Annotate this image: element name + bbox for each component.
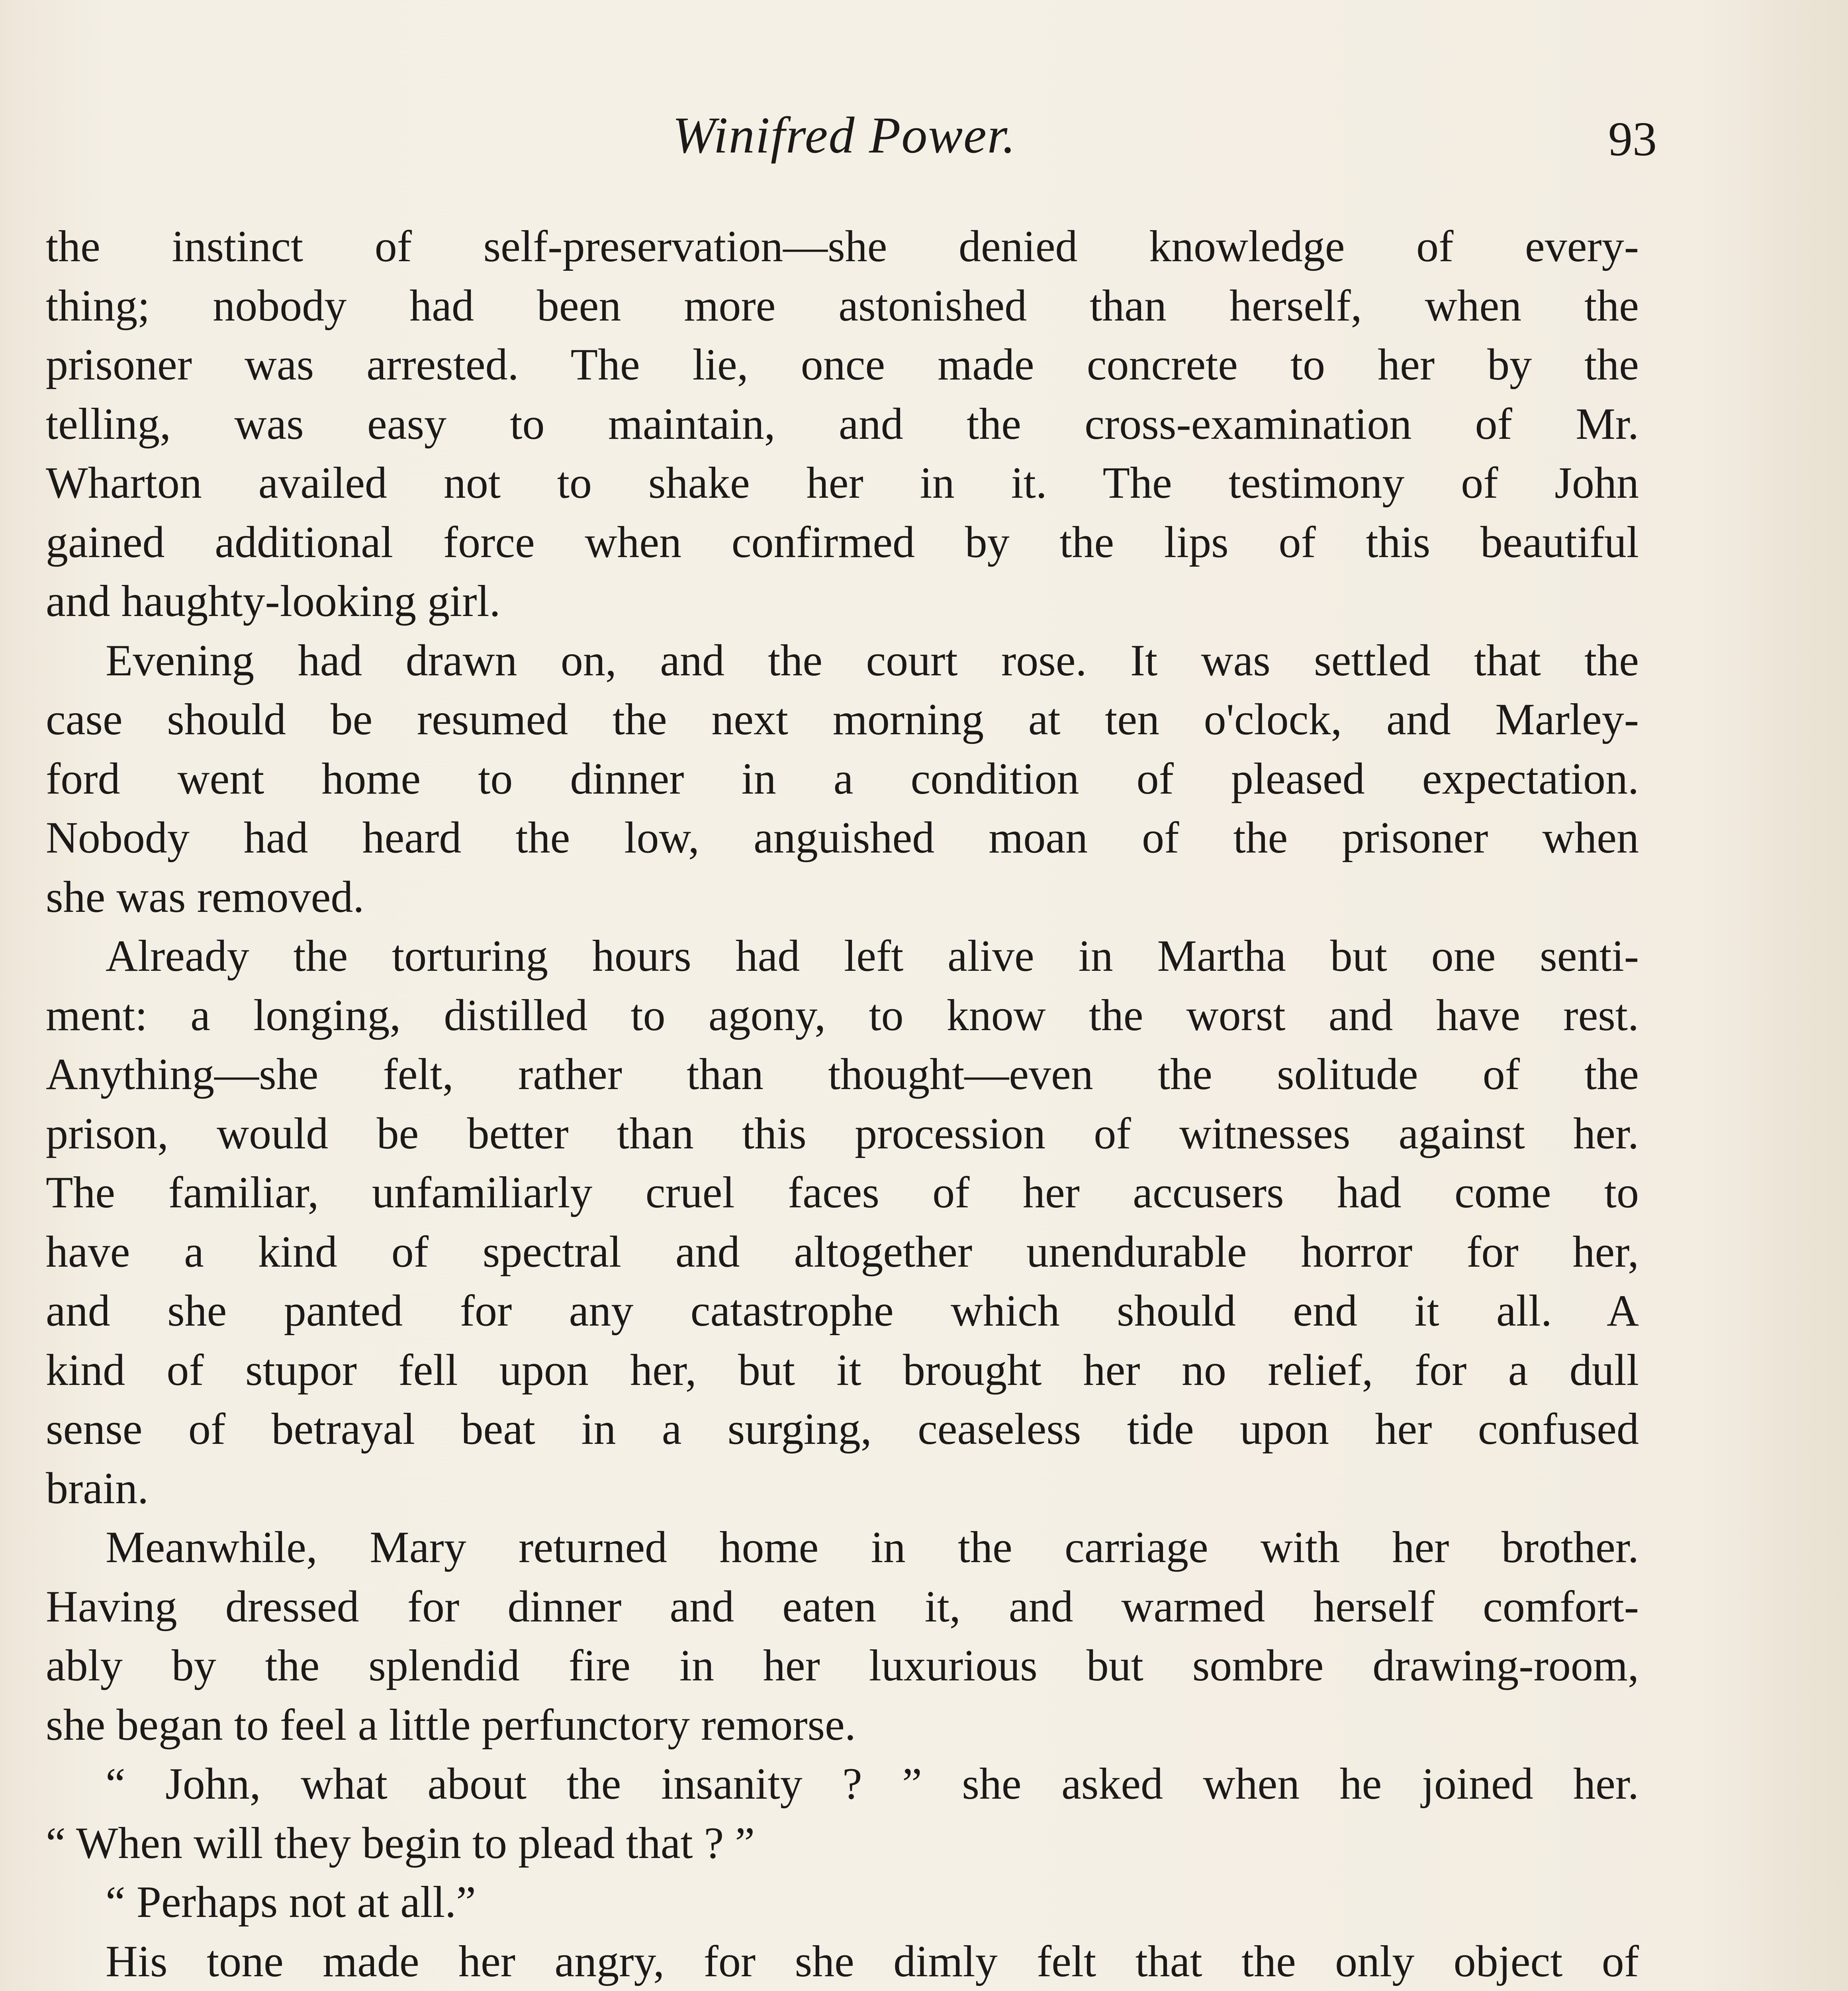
text-line: Meanwhile, Mary returned home in the carriage with her brother. (106, 1523, 1639, 1572)
text-line: ford went home to dinner in a condition of pleased expectation. (46, 754, 1639, 804)
text-line: brain. (46, 1463, 149, 1513)
text-line: telling, was easy to maintain, and the cross-examination of Mr. (46, 399, 1639, 449)
page-number: 93 (1608, 112, 1657, 166)
text-line: gained additional force when confirmed by the lips of this beautiful (46, 517, 1639, 567)
text-line: ably by the splendid fire in her luxurious but sombre drawing-room, (46, 1641, 1639, 1690)
text-line: and haughty-looking girl. (46, 577, 501, 626)
text-line: have a kind of spectral and altogether unendurable horror for her, (46, 1227, 1639, 1277)
text-line: Already the torturing hours had left alive in Martha but one senti- (106, 931, 1639, 981)
text-line: she was removed. (46, 872, 364, 922)
running-title: Winifred Power. (672, 107, 1016, 164)
text-line: Wharton availed not to shake her in it. The testimony of John (46, 458, 1639, 508)
text-line: Evening had drawn on, and the court rose. It was settled that the (106, 636, 1639, 685)
text-line: ment: a longing, distilled to agony, to know the worst and have rest. (46, 990, 1639, 1040)
text-line: His tone made her angry, for she dimly felt that the only object of (106, 1936, 1639, 1986)
text-line: sense of betrayal beat in a surging, ceaseless tide upon her confused (46, 1404, 1639, 1454)
text-line: Having dressed for dinner and eaten it, and warmed herself comfort- (46, 1582, 1639, 1631)
text-line: “ Perhaps not at all.” (106, 1878, 476, 1927)
text-line: “ John, what about the insanity ? ” she asked when he joined her. (106, 1759, 1639, 1809)
text-line: she began to feel a little perfunctory remorse. (46, 1700, 856, 1750)
body-text (46, 217, 1639, 1991)
text-line: and she panted for any catastrophe which should end it all. A (46, 1286, 1639, 1336)
text-line: kind of stupor fell upon her, but it brought her no relief, for a dull (46, 1345, 1639, 1395)
text-line: The familiar, unfamiliarly cruel faces of her accusers had come to (46, 1168, 1639, 1217)
text-line: thing; nobody had been more astonished than herself, when the (46, 281, 1639, 331)
text-line: prison, would be better than this procession of witnesses against her. (46, 1109, 1639, 1158)
text-line: prisoner was arrested. The lie, once made concrete to her by the (46, 340, 1639, 389)
text-line: Anything—she felt, rather than thought—even the solitude of the (46, 1050, 1639, 1099)
text-line: case should be resumed the next morning at ten o'clock, and Marley- (46, 695, 1639, 744)
running-head (0, 104, 1848, 183)
text-line: the instinct of self-preservation—she denied knowledge of every- (46, 222, 1639, 271)
text-line: “ When will they begin to plead that ? ” (46, 1818, 755, 1868)
text-line: Nobody had heard the low, anguished moan of the prisoner when (46, 813, 1639, 863)
